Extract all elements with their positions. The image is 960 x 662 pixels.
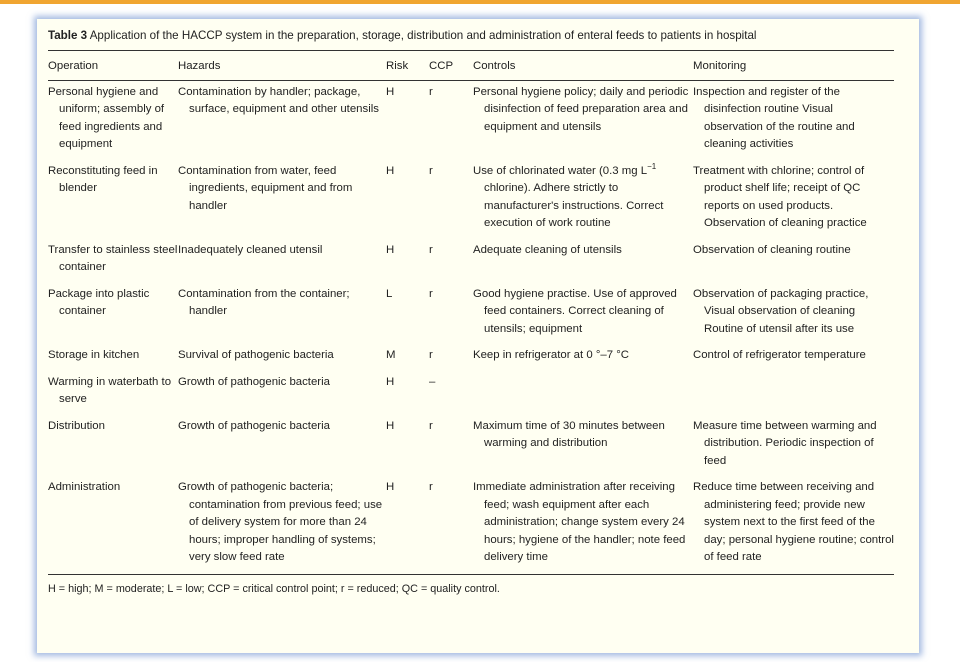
- cell-monitoring: Inspection and register of the disinfection routine Visual observation of the routine and cleaning activities: [693, 85, 855, 150]
- cell-ccp: r: [429, 287, 433, 300]
- superscript-exponent: −1: [647, 161, 657, 171]
- cell-operation: Reconstituting feed in blender: [48, 164, 158, 194]
- cell-operation: Storage in kitchen: [48, 349, 140, 361]
- cell-monitoring: Observation of cleaning routine: [693, 243, 851, 256]
- table-row: [48, 472, 894, 574]
- header-ccp: CCP: [429, 51, 473, 81]
- cell-controls: Personal hygiene policy; daily and periodic disinfection of feed preparation area and equipment and utensils: [473, 85, 689, 133]
- cell-controls: Good hygiene practise. Use of approved feed containers. Correct cleaning of utensils; equipment: [473, 287, 677, 335]
- cell-monitoring: Reduce time between receiving and administering feed; provide new system next to the first feed of the day; personal hygiene routine; control of feed rate: [693, 481, 894, 563]
- cell-ccp: r: [429, 481, 433, 493]
- header-operation: Operation: [48, 51, 178, 81]
- cell-ccp: r: [429, 243, 433, 256]
- cell-operation: Transfer to stainless steel container: [48, 243, 178, 273]
- cell-risk: M: [386, 349, 396, 361]
- controls-text-end: chlorine). Adhere strictly to manufacturer's instructions. Correct execution of work routine: [484, 182, 664, 229]
- cell-controls: [473, 163, 693, 233]
- cell-operation: Administration: [48, 481, 121, 493]
- table-row: [48, 340, 894, 367]
- table-caption-label: Table 3: [48, 29, 88, 42]
- table-row: [48, 279, 894, 341]
- cell-ccp: r: [429, 349, 433, 361]
- cell-controls: Immediate administration after receiving feed; wash equipment after each administration; change system every 24 hours; hygiene of the handler; note feed delivery time: [473, 481, 686, 563]
- cell-controls: Adequate cleaning of utensils: [473, 243, 622, 256]
- header-monitoring: Monitoring: [693, 51, 894, 81]
- cell-operation: Package into plastic container: [48, 287, 150, 317]
- cell-ccp: –: [429, 375, 436, 388]
- slide-card: [37, 19, 919, 653]
- cell-hazards: Growth of pathogenic bacteria: [178, 375, 330, 388]
- cell-risk: H: [386, 419, 395, 432]
- cell-risk: L: [386, 287, 393, 300]
- table-caption: [48, 27, 908, 50]
- cell-hazards: Inadequately cleaned utensil: [178, 243, 323, 256]
- cell-monitoring: Control of refrigerator temperature: [693, 349, 866, 361]
- controls-text-start: Use of chlorinated water (0.3 mg L: [473, 164, 648, 177]
- cell-hazards: Contamination by handler; package, surface, equipment and other utensils: [178, 85, 379, 115]
- table-row: [48, 156, 894, 235]
- cell-monitoring: Measure time between warming and distribution. Periodic inspection of feed: [693, 419, 877, 467]
- cell-risk: H: [386, 85, 395, 98]
- cell-monitoring: Treatment with chlorine; control of product shelf life; receipt of QC reports on used products. Observation of cleaning practice: [693, 164, 867, 229]
- table-row: [48, 235, 894, 279]
- cell-hazards: Survival of pathogenic bacteria: [178, 349, 334, 361]
- cell-risk: H: [386, 375, 395, 388]
- header-controls: Controls: [473, 51, 693, 81]
- cell-risk: H: [386, 164, 395, 177]
- cell-operation: Personal hygiene and uniform; assembly of feed ingredients and equipment: [48, 85, 165, 150]
- cell-operation: Warming in waterbath to serve: [48, 375, 172, 405]
- table-row: [48, 80, 894, 156]
- cell-hazards: Contamination from the container; handler: [178, 287, 350, 317]
- cell-risk: H: [386, 243, 395, 256]
- cell-operation: Distribution: [48, 419, 105, 432]
- cell-hazards: Growth of pathogenic bacteria: [178, 419, 330, 432]
- table-footnote: H = high; M = moderate; L = low; CCP = critical control point; r = reduced; QC = quality control.: [48, 582, 500, 595]
- cell-hazards: Contamination from water, feed ingredients, equipment and from handler: [178, 164, 353, 212]
- cell-controls: Maximum time of 30 minutes between warming and distribution: [473, 419, 665, 449]
- cell-ccp: r: [429, 85, 433, 98]
- table-header-row: [48, 51, 894, 81]
- cell-hazards: Growth of pathogenic bacteria; contamination from previous feed; use of delivery system for more than 24 hours; improper handling of systems; very slow feed rate: [178, 481, 383, 563]
- table-row: [48, 367, 894, 411]
- header-hazards: Hazards: [178, 51, 386, 81]
- table-row: [48, 411, 894, 473]
- cell-risk: H: [386, 481, 395, 493]
- top-accent-bar: [0, 0, 960, 4]
- cell-monitoring: Observation of packaging practice, Visual observation of cleaning Routine of utensil after its use: [693, 287, 869, 335]
- haccp-table: [48, 50, 894, 575]
- table-caption-text: Application of the HACCP system in the preparation, storage, distribution and administration of enteral feeds to patients in hospital: [89, 29, 757, 42]
- cell-ccp: r: [429, 419, 433, 432]
- header-risk: Risk: [386, 51, 429, 81]
- cell-ccp: r: [429, 164, 433, 177]
- cell-controls: Keep in refrigerator at 0 °–7 °C: [473, 349, 630, 361]
